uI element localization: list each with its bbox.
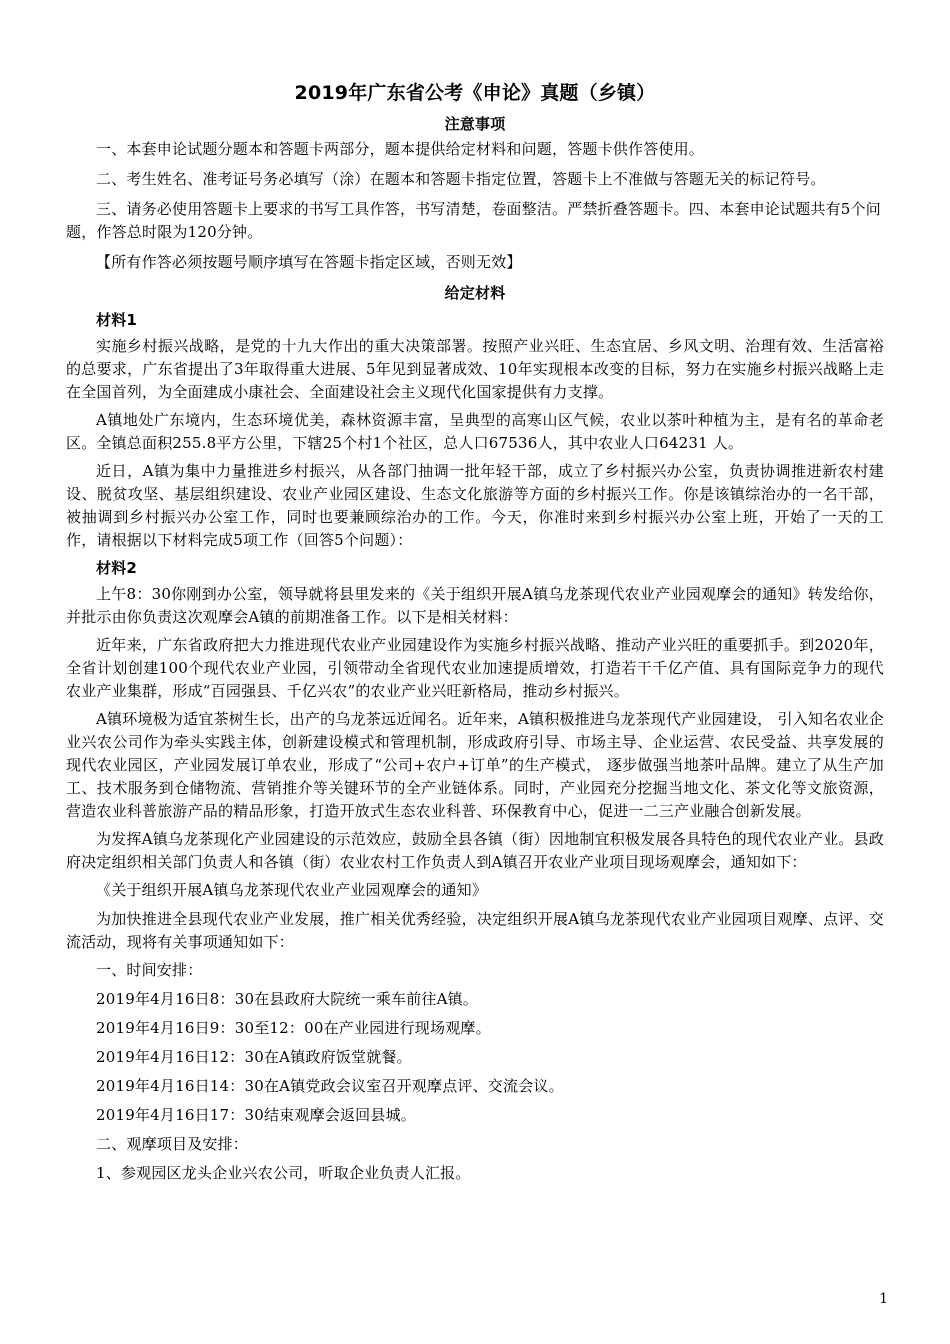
material2-paragraph: 上午8：30你刚到办公室，领导就将县里发来的《关于组织开展A镇乌龙茶现代农业产业园观摩会的通知》转发给你，并批示由你负责这次观摩会A镇的前期准备工作。以下是相关材料： — [66, 585, 884, 626]
document-content — [66, 80, 884, 1191]
notice-item: 一、本套申论试题分题本和答题卡两部分，题本提供给定材料和问题，答题卡供作答使用。 — [96, 140, 705, 158]
document-title: 2019年广东省公考《申论》真题（乡镇） — [294, 82, 656, 104]
project-item: 1、参观园区龙头企业兴农公司，听取企业负责人汇报。 — [96, 1164, 471, 1182]
schedule-item: 2019年4月16日9：30至12：00在产业园进行现场观摩。 — [96, 1019, 491, 1037]
material1-heading: 材料1 — [96, 311, 138, 329]
notice-item: 三、请务必使用答题卡上要求的书写工具作答，书写清楚，卷面整洁。严禁折叠答题卡。四、本套申论试题共有5个问题，作答总时限为120分钟。 — [66, 200, 881, 241]
notice-document-intro: 为加快推进全县现代农业产业发展，推广相关优秀经验，决定组织开展A镇乌龙茶现代农业产业园项目观摩、点评、交流活动，现将有关事项通知如下： — [66, 910, 884, 951]
material2-heading: 材料2 — [96, 559, 138, 577]
schedule-heading: 一、时间安排： — [96, 961, 203, 979]
material1-paragraph: 近日，A镇为集中力量推进乡村振兴，从各部门抽调一批年轻干部，成立了乡村振兴办公室，负责协调推进新农村建设、脱贫攻坚、基层组织建设、农业产业园区建设、生态文化旅游等方面的乡村振兴工作。你是该镇综治办的一名干部，被抽调到乡村振兴办公室工作，同时也要兼顾综治办的工作。今天，你准时来到乡村振兴办公室上班，开始了一天的工作，请根据以下材料完成5项工作（回答5个问题）： — [66, 462, 884, 549]
page-number: 1 — [879, 1291, 888, 1307]
material2-paragraph: 为发挥A镇乌龙茶现化产业园建设的示范效应，鼓励全县各镇（街）因地制宜积极发展各具特色的现代农业产业。县政府决定组织相关部门负责人和各镇（街）农业农村工作负责人到A镇召开农业产业项目现场观摩会，通知如下： — [66, 830, 884, 871]
projects-heading: 二、观摩项目及安排： — [96, 1135, 249, 1153]
schedule-item: 2019年4月16日17：30结束观摩会返回县城。 — [96, 1106, 416, 1124]
notice-item: 【所有作答必须按题号顺序填写在答题卡指定区域，否则无效】 — [96, 253, 522, 271]
material2-paragraph: A镇环境极为适宜茶树生长，出产的乌龙茶远近闻名。近年来，A镇积极推进乌龙茶现代产业园建设， 引入知名农业企业兴农公司作为牵头实践主体，创新建设模式和管理机制，形成政府引导、市场主导、企业运营、农民受益、共享发展的现代农业园区，产业园发展订单农业，形成了“公司+农户+订单”的生产模式， 逐步做强当地茶叶品牌。建立了从生产加工、技术服务到仓储物流、营销推介等关键环节的全产业链体系。同时，产业园充分挖掘当地文化、茶文化等文旅资源，营造农业科普旅游产品的精品形象，打造开放式生态农业科普、环保教育中心，促进一二三产业融合创新发展。 — [66, 710, 884, 820]
material2-paragraph: 近年来，广东省政府把大力推进现代农业产业园建设作为实施乡村振兴战略、推动产业兴旺的重要抓手。到2020年，全省计划创建100个现代农业产业园，引领带动全省现代农业加速提质增效，打造若干千亿产值、具有国际竞争力的现代农业产业集群，形成“百园强县、千亿兴农”的农业产业兴旺新格局，推动乡村振兴。 — [66, 636, 884, 700]
notice-item: 二、考生姓名、准考证号务必填写（涂）在题本和答题卡指定位置，答题卡上不准做与答题无关的标记符号。 — [96, 170, 826, 188]
schedule-item: 2019年4月16日14：30在A镇党政会议室召开观摩点评、交流会议。 — [96, 1077, 564, 1095]
material1-paragraph: A镇地处广东境内，生态环境优美，森林资源丰富，呈典型的高寒山区气候，农业以茶叶种植为主，是有名的革命老区。全镇总面积255.8平方公里，下辖25个村1个社区，总人口67536人，其中农业人口64231 人。 — [66, 411, 884, 452]
material1-paragraph: 实施乡村振兴战略，是党的十九大作出的重大决策部署。按照产业兴旺、生态宜居、乡风文明、治理有效、生活富裕的总要求，广东省提出了3年取得重大进展、5年见到显著成效、10年实现根本改变的目标，努力在实施乡村振兴战略上走在全国首列，为全面建成小康社会、全面建设社会主义现代化国家提供有力支撑。 — [66, 337, 884, 401]
materials-heading: 给定材料 — [444, 284, 506, 302]
schedule-item: 2019年4月16日8：30在县政府大院统一乘车前往A镇。 — [96, 990, 479, 1008]
notice-heading: 注意事项 — [444, 115, 506, 133]
notice-document-title: 《关于组织开展A镇乌龙茶现代农业产业园观摩会的通知》 — [96, 881, 488, 899]
schedule-item: 2019年4月16日12：30在A镇政府饭堂就餐。 — [96, 1048, 412, 1066]
